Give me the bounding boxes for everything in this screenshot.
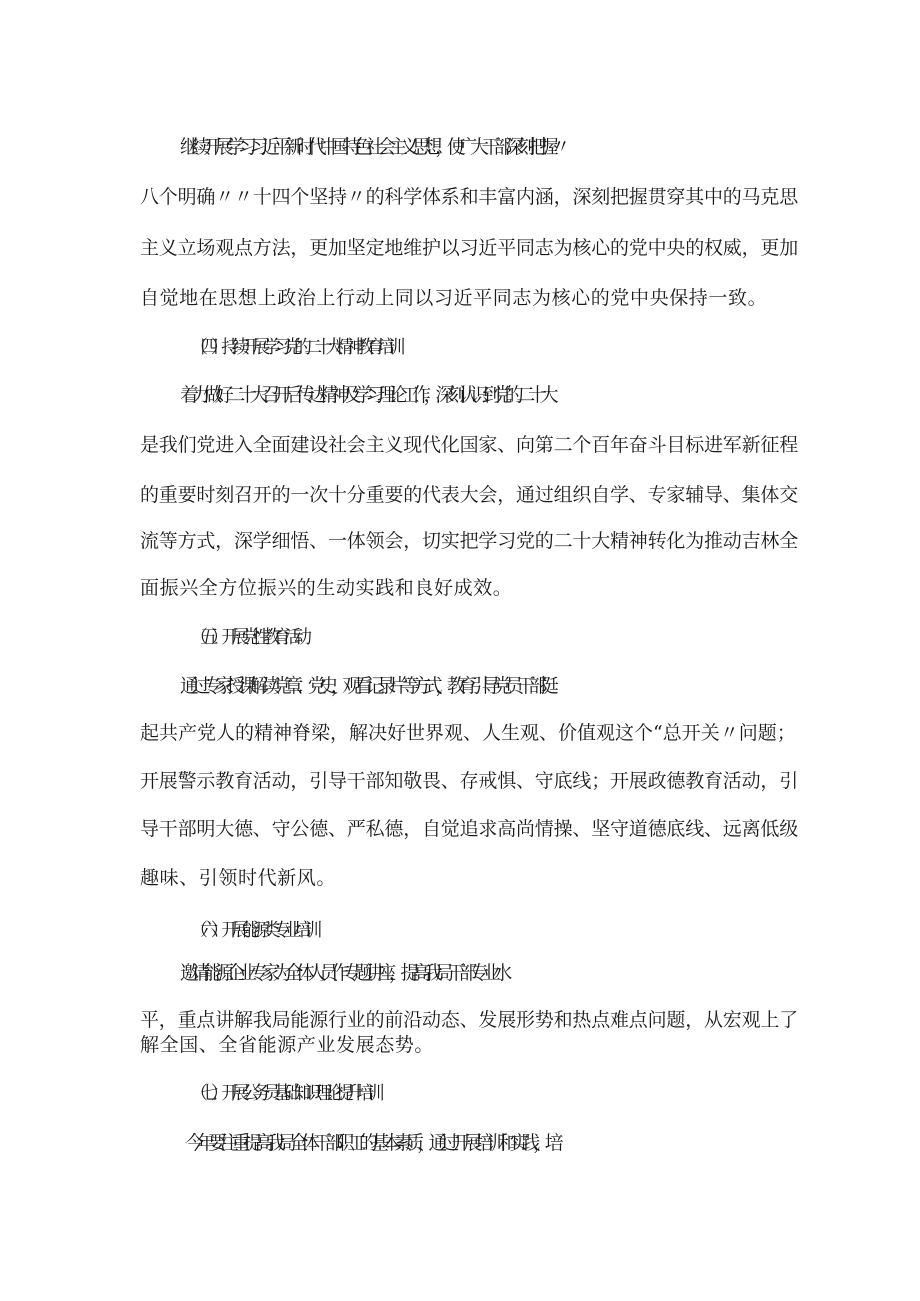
paragraph-1-line-3: 主义立场观点方法，更加坚定地维护以习近平同志为核心的党中央的权威，更加 bbox=[140, 237, 799, 259]
paragraph-3-line-2: 起共产党人的精神脊梁，解决好世界观、人生观、价值观这个“总开关〃问题； bbox=[140, 722, 796, 744]
section-heading-7: （七）开展公务员基础知识理论提升培训 bbox=[190, 1083, 378, 1104]
section-heading-4: （四）持续开展学习党的二十大精神教育培训 bbox=[190, 337, 398, 358]
paragraph-3-line-4: 导干部明大德、守公德、严私德，自觉追求高尚情操、坚守道德底线、远离低级 bbox=[140, 818, 799, 840]
paragraph-3-line-5: 趣味、引领时代新风。 bbox=[140, 867, 337, 889]
paragraph-5-line-1: 今年要注重提高我局全体干部职工的基本素质，通过开展培训和实践，培 bbox=[185, 1132, 557, 1154]
paragraph-3-line-3: 开展警示教育活动，引导干部知敬畏、存戒惧、守底线；开展政德教育活动，引 bbox=[140, 770, 799, 792]
paragraph-3-line-1: 通过专家授课解读党章、党史，观看记录片等方式，教育引导党员干部挺 bbox=[180, 675, 552, 697]
paragraph-4-line-3: 解全国、全省能源产业发展态势。 bbox=[140, 1034, 435, 1056]
paragraph-1-line-4: 自觉地在思想上政治上行动上同以习近平同志为核心的党中央保持一致。 bbox=[140, 287, 768, 309]
paragraph-2-line-1: 着力做好二十大召开后传达精神及学习理论工作，深刻认识到党的二十大 bbox=[180, 384, 552, 406]
paragraph-4-line-2: 平，重点讲解我局能源行业的前沿动态、发展形势和热点难点问题，从宏观上了 bbox=[140, 1009, 799, 1031]
paragraph-1-line-1: 继续开展学习习近平新时代中国特色社会主义思想，使广大干部深刻把握〃 bbox=[180, 136, 563, 158]
paragraph-4-line-1: 邀请能源企业专家为全体人员作专题讲座，提高我局干部专业水 bbox=[180, 962, 505, 984]
paragraph-2-line-3: 的重要时刻召开的一次十分重要的代表大会，通过组织自学、专家辅导、集体交 bbox=[140, 484, 799, 506]
paragraph-2-line-4: 流等方式，深学细悟、一体领会，切实把学习党的二十大精神转化为推动吉林全 bbox=[140, 530, 799, 552]
paragraph-1-line-2: 八个明确〃〃十四个坚持〃的科学体系和丰富内涵，深刻把握贯穿其中的马克思 bbox=[140, 186, 799, 208]
section-heading-5: （五）开展党性教育活动 bbox=[190, 627, 305, 648]
section-heading-6: （六）开展能源类专业培训 bbox=[190, 920, 315, 941]
paragraph-2-line-5: 面振兴全方位振兴的生动实践和良好成效。 bbox=[140, 577, 513, 599]
paragraph-2-line-2: 是我们党进入全面建设社会主义现代化国家、向第二个百年奋斗目标进军新征程 bbox=[140, 434, 799, 456]
